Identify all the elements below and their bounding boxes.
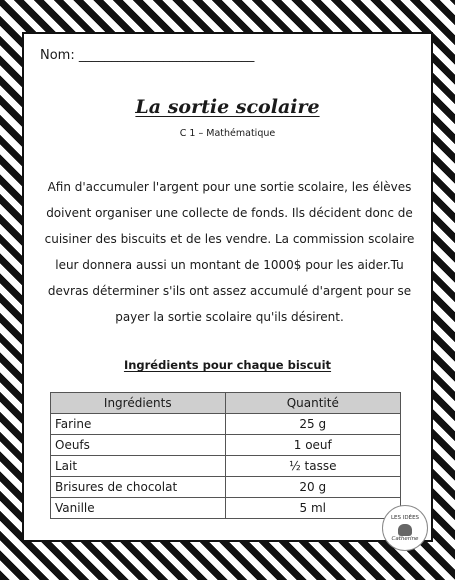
- name-field-label: Nom: ___________________________: [40, 48, 255, 63]
- column-header-ingredients: Ingrédients: [51, 393, 226, 414]
- logo-text-bottom: Catherine: [391, 536, 419, 542]
- intro-paragraph: Afin d'accumuler l'argent pour une sortie scolaire, les élèves doivent organiser une collecte de fonds. Ils décident donc de cuisiner des biscuits et de les vendre. La commission scolaire leur donnera aussi un montant de 1000$ pour les aider.Tu devras déterminer s'ils ont assez accumulé d'argent pour se payer la sortie scolaire qu'ils désirent.: [44, 180, 415, 324]
- column-header-quantity: Quantité: [225, 393, 400, 414]
- table-row: [51, 477, 401, 498]
- table-header-row: [51, 393, 401, 414]
- table-row: [51, 456, 401, 477]
- quantity-cell: ½ tasse: [225, 456, 400, 477]
- ingredient-cell: Lait: [51, 456, 226, 477]
- table-row: [51, 435, 401, 456]
- ingredient-cell: Vanille: [51, 498, 226, 519]
- ingredients-heading: Ingrédients pour chaque biscuit: [123, 358, 332, 372]
- quantity-cell: 1 oeuf: [225, 435, 400, 456]
- table-row: [51, 498, 401, 519]
- owl-icon: [398, 524, 412, 536]
- table-row: [51, 414, 401, 435]
- worksheet: [22, 32, 433, 542]
- ingredients-table: [50, 392, 401, 519]
- quantity-cell: 25 g: [225, 414, 400, 435]
- ingredient-cell: Oeufs: [51, 435, 226, 456]
- page-subtitle: C 1 – Mathématique: [179, 128, 276, 139]
- quantity-cell: 20 g: [225, 477, 400, 498]
- page-title: La sortie scolaire: [135, 96, 320, 118]
- author-logo: [382, 505, 428, 551]
- ingredient-cell: Farine: [51, 414, 226, 435]
- ingredient-cell: Brisures de chocolat: [51, 477, 226, 498]
- quantity-cell: 5 ml: [225, 498, 400, 519]
- logo-text-top: LES IDÉES: [390, 515, 420, 521]
